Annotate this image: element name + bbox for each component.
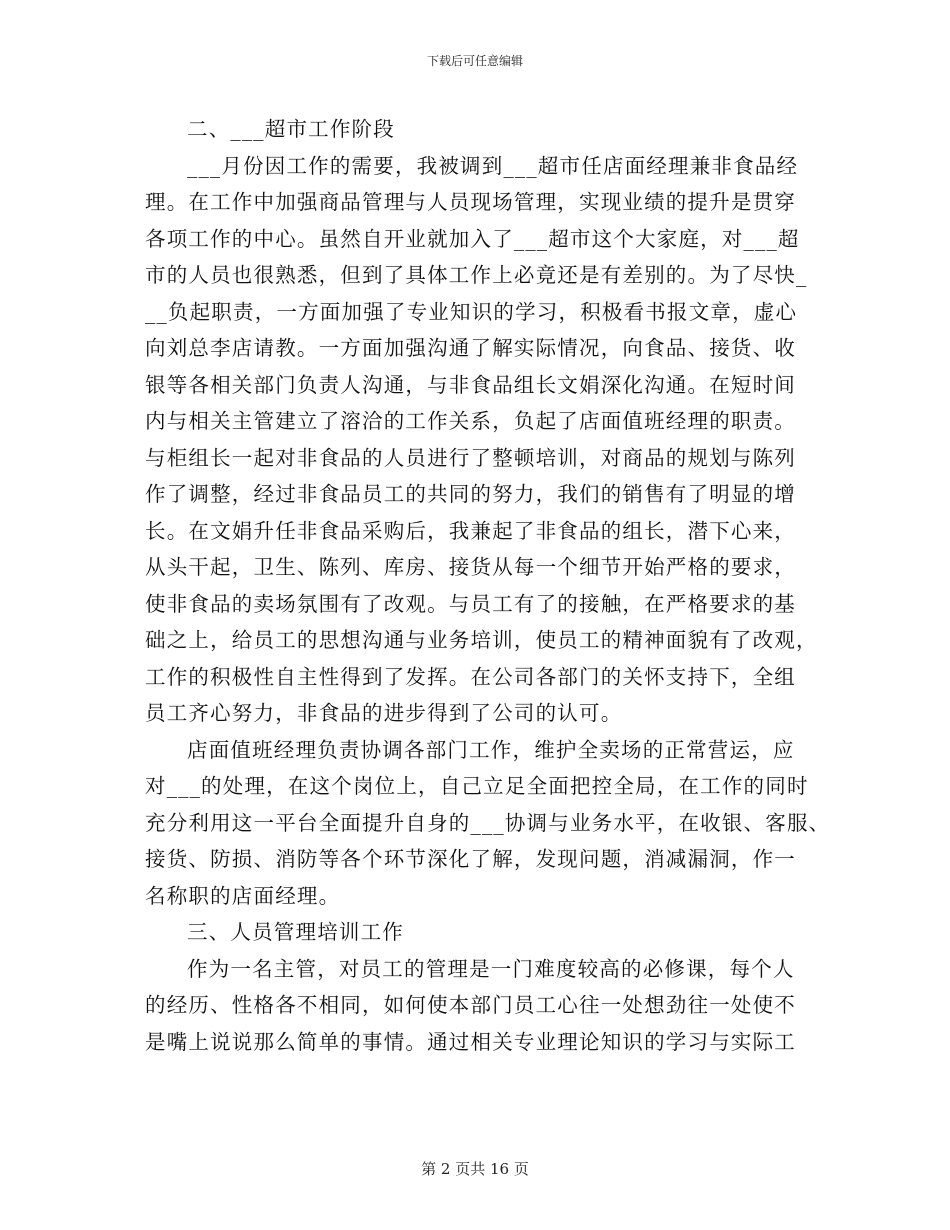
text-line: 理。在工作中加强商品管理与人员现场管理，实现业绩的提升是贯穿 <box>145 190 796 214</box>
text-line: 内与相关主管建立了溶洽的工作关系，负起了店面值班经理的职责。 <box>145 409 796 433</box>
text-line: 向刘总李店请教。一方面加强沟通了解实际情况，向食品、接货、收 <box>145 336 796 360</box>
text-line: 使非食品的卖场氛围有了改观。与员工有了的接触，在严格要求的基 <box>145 591 796 616</box>
page-number-footer: 第 2 页共 16 页 <box>421 1160 529 1178</box>
text-line: 银等各相关部门负责人沟通，与非食品组长文娟深化沟通。在短时间 <box>145 372 796 397</box>
text-line: 从头干起，卫生、陈列、库房、接货从每一个细节开始严格的要求， <box>145 555 796 579</box>
text-line: 店面值班经理负责协调各部门工作，维护全卖场的正常营运，应 <box>187 737 795 762</box>
text-line: 各项工作的中心。虽然自开业就加入了___超市这个大家庭，对___超 <box>145 226 800 251</box>
text-line: __负起职责，一方面加强了专业知识的学习，积极看书报文章，虚心 <box>145 299 798 324</box>
text-line: 础之上，给员工的思想沟通与业务培训，使员工的精神面貌有了改观， <box>145 628 818 652</box>
text-line: 作了调整，经过非食品员工的共同的努力，我们的销售有了明显的增 <box>145 482 796 506</box>
text-line: 的经历、性格各不相同，如何使本部门员工心往一处想劲往一处使不 <box>145 993 796 1017</box>
text-line: 接货、防损、消防等各个环节深化了解，发现问题，消减漏洞，作一 <box>145 847 796 871</box>
text-line: 与柜组长一起对非食品的人员进行了整顿培训，对商品的规划与陈列 <box>145 445 796 470</box>
text-line: 市的人员也很熟悉，但到了具体工作上必竟还是有差别的。为了尽快_ <box>145 263 808 287</box>
text-line: 对___的处理，在这个岗位上，自己立足全面把控全局，在工作的同时 <box>145 774 809 798</box>
text-line: 员工齐心努力，非食品的进步得到了公司的认可。 <box>145 701 623 725</box>
text-line: 名称职的店面经理。 <box>145 883 341 908</box>
text-line: 作为一名主管，对员工的管理是一门难度较高的必修课，每个人 <box>187 956 795 981</box>
text-line: 工作的积极性自主性得到了发挥。在公司各部门的关怀支持下，全组 <box>145 664 796 689</box>
page-header: 下载后可任意编辑 <box>426 54 523 68</box>
document-body <box>145 111 831 1060</box>
text-line: 长。在文娟升任非食品采购后，我兼起了非食品的组长，潜下心来， <box>145 518 796 543</box>
text-line: 是嘴上说说那么简单的事情。通过相关专业理论知识的学习与实际工 <box>145 1029 796 1054</box>
text-line: 二、___超市工作阶段 <box>187 117 395 141</box>
text-line: 充分利用这一平台全面提升自身的___协调与业务水平，在收银、客服、 <box>145 810 831 835</box>
text-line: 三、人员管理培训工作 <box>187 920 404 944</box>
text-line: ___月份因工作的需要，我被调到___超市任店面经理兼非食品经 <box>187 153 799 178</box>
